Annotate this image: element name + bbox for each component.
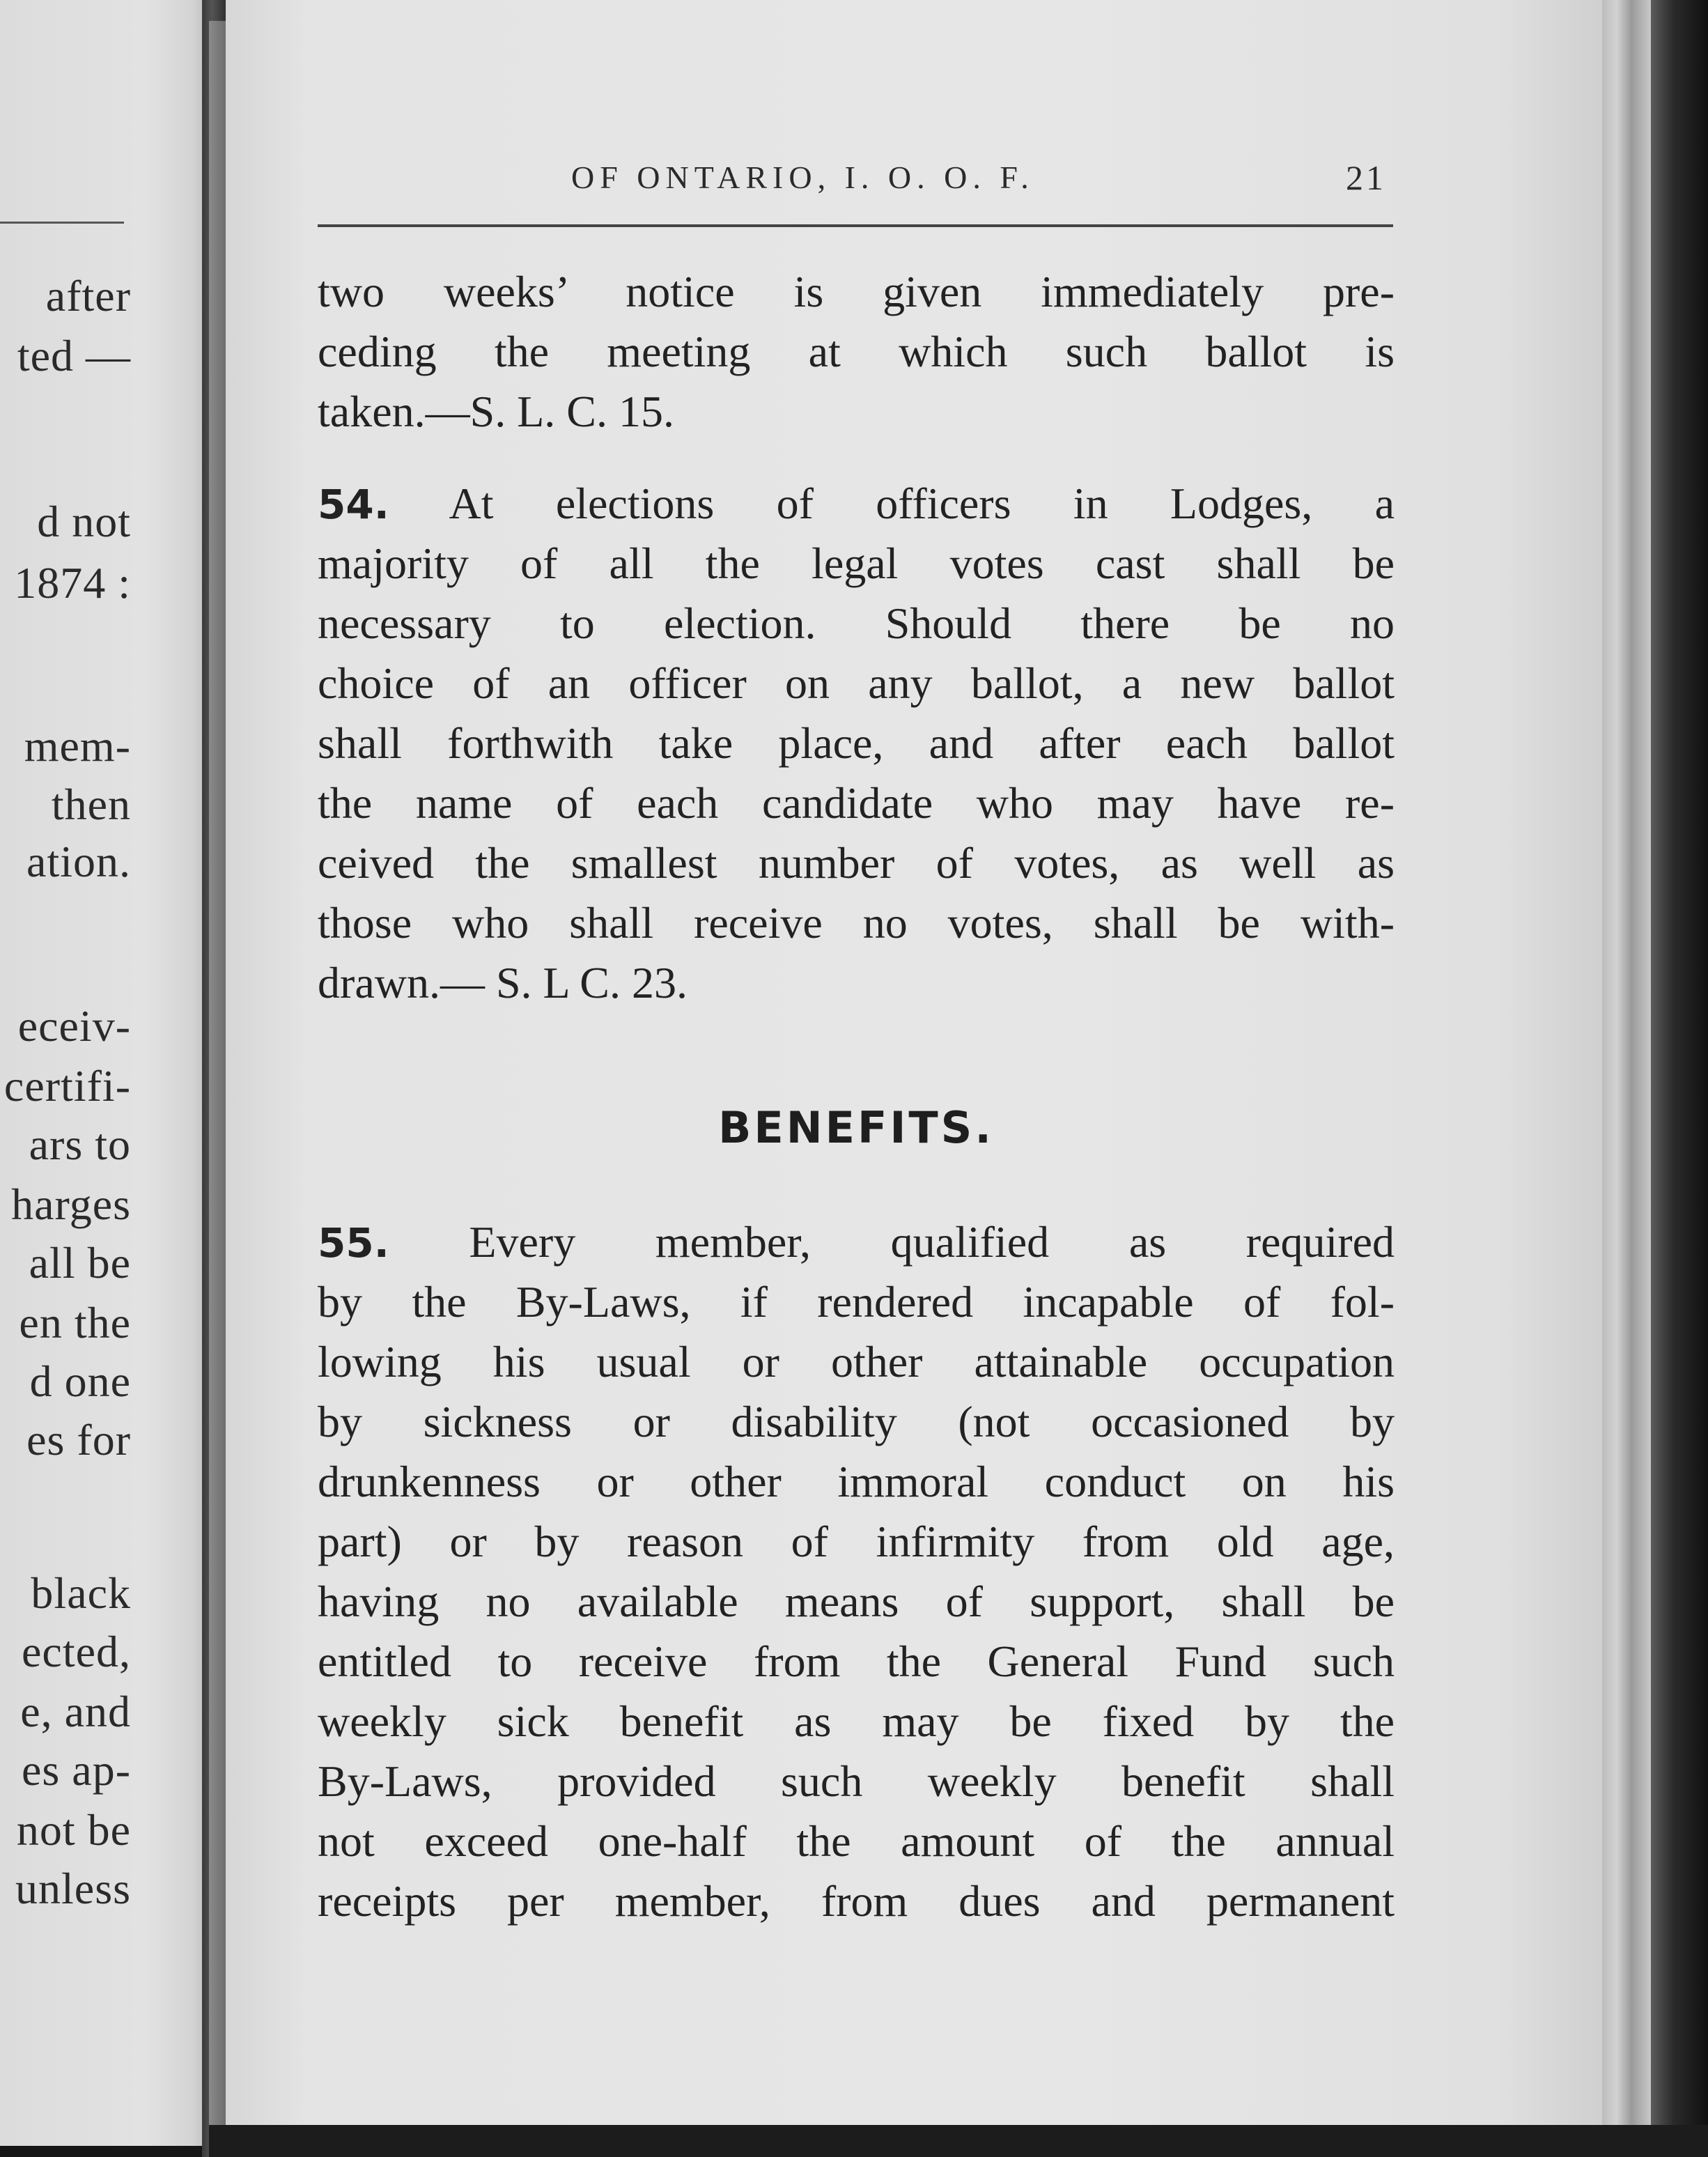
body-line: ceived the smallest number of votes, as well as — [318, 838, 1395, 888]
body-line: the name of each candidate who may have re- — [318, 778, 1395, 828]
body-line: by the By-Laws, if rendered incapable of fol- — [318, 1277, 1395, 1327]
previous-page-fragment: all be — [29, 1238, 131, 1288]
bottom-shadow — [209, 2125, 1708, 2157]
section-heading: BENEFITS. — [718, 1102, 994, 1153]
previous-page-fragment: es for — [26, 1415, 131, 1464]
body-line: necessary to election. Should there be no — [318, 598, 1395, 648]
body-line: majority of all the legal votes cast shall be — [318, 539, 1395, 588]
body-line: two weeks’ notice is given immediately pre- — [318, 267, 1395, 316]
body-line: By-Laws, provided such weekly benefit shall — [318, 1756, 1395, 1806]
body-line: entitled to receive from the General Fund such — [318, 1637, 1395, 1686]
previous-page-fragment: unless — [15, 1864, 131, 1913]
body-line: weekly sick benefit as may be fixed by the — [318, 1696, 1395, 1746]
page-edge-stack — [1602, 0, 1651, 2132]
running-head: OF ONTARIO, I. O. O. F. — [571, 160, 1034, 195]
previous-page-fragment: 1874 : — [14, 558, 131, 608]
previous-page-fragment: d one — [29, 1356, 131, 1406]
previous-page-sliver — [0, 0, 209, 2146]
body-line: ceding the meeting at which such ballot is — [318, 327, 1395, 376]
section-55-number: 55. — [318, 1219, 389, 1267]
previous-page-fragment: ected, — [22, 1627, 131, 1676]
gutter-shadow — [209, 21, 226, 2146]
previous-page-fragment: certifi- — [3, 1061, 131, 1111]
body-line: drunkenness or other immoral conduct on his — [318, 1457, 1395, 1506]
previous-page-fragment: ars to — [29, 1120, 131, 1169]
previous-page-fragment: en the — [19, 1298, 131, 1347]
section-54-first-text: At elections of officers in Lodges, a — [449, 479, 1395, 528]
previous-page-fragment: eceiv- — [17, 1001, 131, 1051]
previous-page-fragment: es ap- — [21, 1745, 131, 1795]
body-line: choice of an officer on any ballot, a new ballot — [318, 658, 1395, 708]
body-line: part) or by reason of infirmity from old age, — [318, 1517, 1395, 1566]
previous-page-fragment: not be — [16, 1805, 131, 1855]
body-line: not exceed one-half the amount of the annual — [318, 1816, 1395, 1866]
body-line: taken.—S. L. C. 15. — [318, 387, 674, 436]
previous-page-fragment: ation. — [26, 837, 131, 886]
body-line: lowing his usual or other attainable occupation — [318, 1337, 1395, 1386]
body-line: receipts per member, from dues and permanent — [318, 1876, 1395, 1926]
previous-page-fragment: ted — — [17, 331, 131, 380]
body-line: shall forthwith take place, and after each ballot — [318, 718, 1395, 768]
previous-page-fragment: black — [31, 1568, 131, 1618]
section-54-number: 54. — [318, 481, 389, 528]
body-line: by sickness or disability (not occasioned by — [318, 1397, 1395, 1446]
previous-page-fragment: mem- — [24, 721, 131, 771]
page-number: 21 — [1346, 158, 1386, 197]
section-54-first-line — [318, 474, 1395, 534]
previous-page-fragment: e, and — [20, 1687, 131, 1736]
previous-page-fragment: then — [51, 780, 131, 829]
head-rule — [318, 224, 1393, 227]
previous-page-head-rule — [0, 222, 124, 224]
section-55-first-line — [318, 1212, 1395, 1273]
previous-page-fragment: d not — [37, 497, 131, 546]
previous-page-fragment: after — [45, 271, 131, 320]
body-line: having no available means of support, shall be — [318, 1577, 1395, 1626]
body-line: drawn.— S. L C. 23. — [318, 958, 688, 1007]
section-55-first-text: Every member, qualified as required — [469, 1217, 1395, 1267]
book-cover-edge — [1651, 0, 1708, 2157]
previous-page-fragment: harges — [11, 1180, 131, 1229]
body-line: those who shall receive no votes, shall be with- — [318, 898, 1395, 948]
